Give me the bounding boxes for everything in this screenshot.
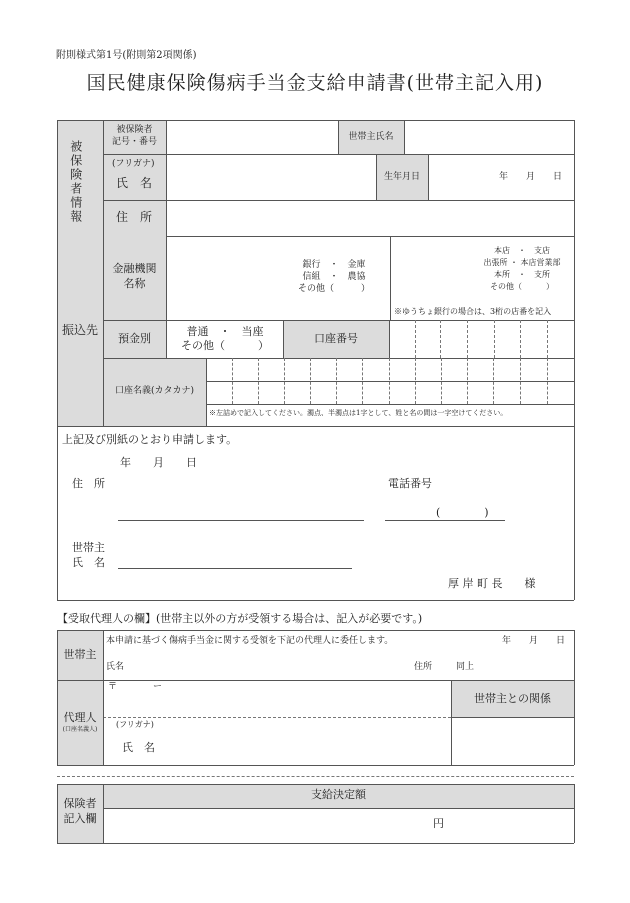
agent-sublabel: (口座名義人) xyxy=(62,726,98,733)
application-statement: 上記及び別紙のとおり申請します。 xyxy=(62,433,238,446)
form-number: 附則様式第1号(附則第2項関係) xyxy=(56,50,197,61)
institution-types: 銀行 ・ 金庫 信組 ・ 農協 その他（ ） xyxy=(297,260,370,295)
account-number-field[interactable] xyxy=(390,321,573,357)
institution-name-field[interactable] xyxy=(167,237,389,319)
phone-label: 電話番号 xyxy=(388,477,432,490)
amount-label: 支給決定額 xyxy=(311,788,366,801)
agent-name-label: 氏 名 xyxy=(122,741,155,754)
branch-name-field[interactable] xyxy=(391,237,573,305)
proxy-householder-label: 世帯主 xyxy=(63,648,97,661)
agent-address-field[interactable] xyxy=(104,681,450,716)
phone-format: ( ) xyxy=(436,506,489,519)
insured-number-label: 被保険者 記号・番号 xyxy=(111,125,157,148)
birthdate-format: 年 月 日 xyxy=(499,172,563,182)
section-divider xyxy=(57,776,574,777)
insurer-label: 保険者 記入欄 xyxy=(63,797,97,826)
householder-name-label: 世帯主氏名 xyxy=(348,132,394,142)
yen-label: 円 xyxy=(433,817,444,830)
insured-number-field[interactable] xyxy=(167,121,337,153)
account-type-options[interactable]: 普通 ・ 当座 その他（ ） xyxy=(181,325,269,353)
proxy-address-label: 住所 xyxy=(414,662,433,672)
proxy-date[interactable]: 年 月 日 xyxy=(502,636,566,646)
application-address-label: 住 所 xyxy=(72,477,105,490)
account-type-label: 預金別 xyxy=(118,332,151,345)
page-title: 国民健康保険傷病手当金支給申請書(世帯主記入用) xyxy=(86,72,544,94)
address-underline[interactable] xyxy=(118,520,364,521)
phone-underline[interactable] xyxy=(385,520,505,521)
account-holder-note: ※左詰めで記入してください。濁点、半濁点は1字として、姓と名の間は一字空けてください。 xyxy=(209,409,508,417)
proxy-name-label: 氏名 xyxy=(106,662,125,672)
delegation-text: 本申請に基づく傷病手当金に関する受領を下記の代理人に委任します。 xyxy=(106,636,394,646)
insured-address-field[interactable] xyxy=(167,201,573,235)
householder-name-field[interactable] xyxy=(405,121,573,153)
proxy-address-same: 同上 xyxy=(456,662,475,672)
application-date[interactable]: 年 月 日 xyxy=(120,456,197,469)
yucho-note: ※ゆうちょ銀行の場合は、3桁の店番を記入 xyxy=(394,307,552,316)
insured-address-label: 住 所 xyxy=(116,210,153,224)
agent-postal: 〒 ー xyxy=(108,682,163,692)
furigana-label: (フリガナ) xyxy=(112,159,155,169)
account-number-label: 口座番号 xyxy=(314,332,358,345)
insured-section-label: 被保険者情報 xyxy=(68,140,83,224)
birthdate-label: 生年月日 xyxy=(383,172,420,182)
birthdate-field[interactable] xyxy=(429,155,573,199)
householder-label: 世帯主 氏 名 xyxy=(72,541,105,570)
addressee: 厚 岸 町 長 様 xyxy=(448,577,536,590)
householder-name-underline[interactable] xyxy=(118,568,352,569)
relation-field[interactable] xyxy=(452,718,573,764)
agent-name-field[interactable] xyxy=(160,720,450,764)
agent-label: 代理人 xyxy=(63,711,97,724)
branch-types: 本店 ・ 支店 出張所 ・ 本店営業部 本所 ・ 支所 その他（ ） xyxy=(483,246,561,291)
bank-section-label: 振込先 xyxy=(62,323,99,337)
relation-label: 世帯主との関係 xyxy=(474,692,551,705)
insured-name-label: 氏 名 xyxy=(116,176,153,190)
account-holder-field[interactable] xyxy=(207,359,573,403)
proxy-householder-name-field[interactable] xyxy=(125,657,405,677)
insured-name-field[interactable] xyxy=(167,155,375,199)
proxy-heading: 【受取代理人の欄】(世帯主以外の方が受領する場合は、記入が必要です。) xyxy=(57,612,423,625)
account-holder-label: 口座名義(カタカナ) xyxy=(114,386,195,396)
institution-label: 金融機関 名称 xyxy=(112,262,157,290)
amount-field[interactable] xyxy=(104,809,573,842)
agent-furigana-label: (フリガナ) xyxy=(116,720,154,729)
